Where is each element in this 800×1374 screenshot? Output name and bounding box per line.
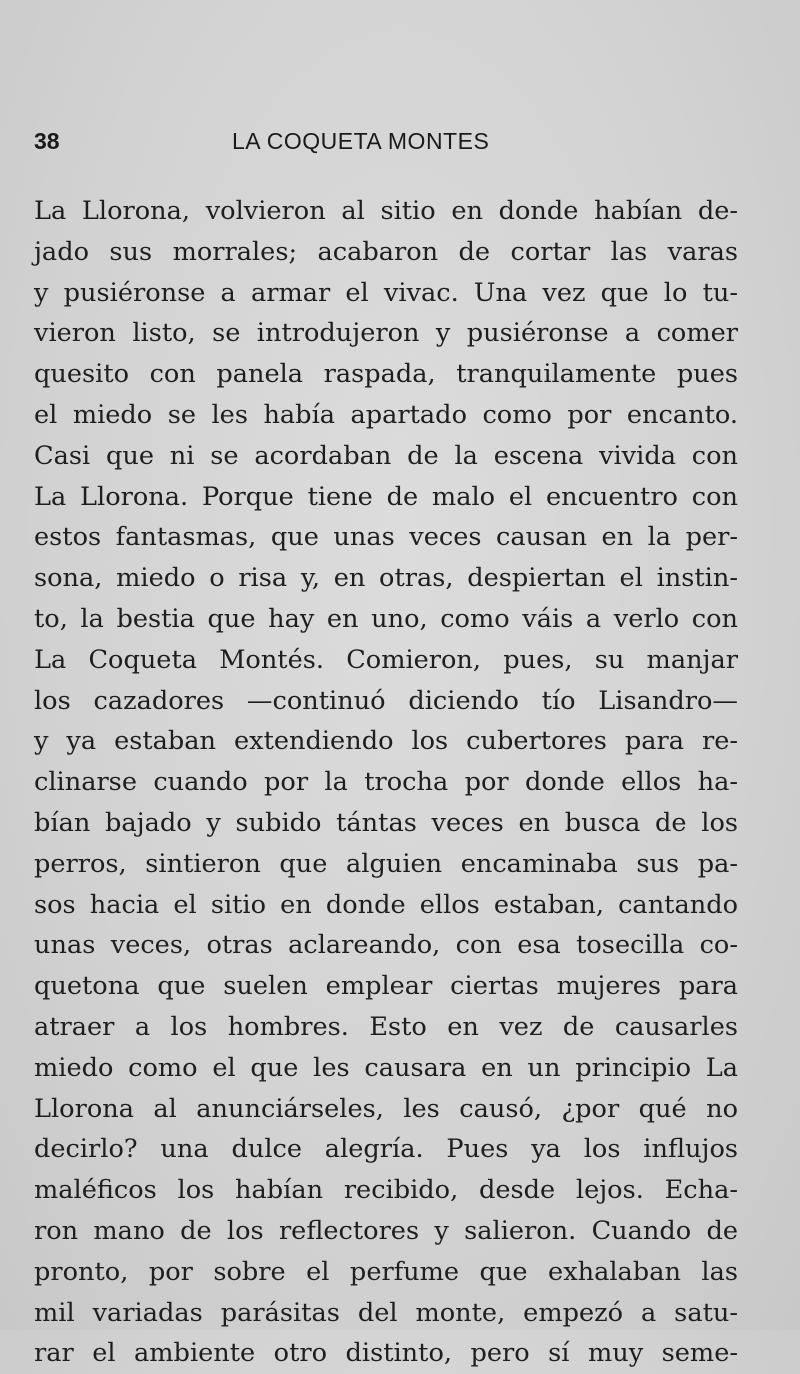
text-line: to, la bestia que hay en uno, como váis a verlo con (34, 603, 738, 634)
text-line: La Coqueta Montés. Comieron, pues, su manjar (34, 644, 738, 675)
text-line: y ya estaban extendiendo los cubertores para re- (34, 726, 738, 757)
running-head (34, 128, 734, 164)
text-line: sos hacia el sitio en donde ellos estaban, cantando (34, 889, 738, 920)
text-line: clinarse cuando por la trocha por donde ellos ha- (34, 767, 738, 798)
running-title: LA COQUETA MONTES (232, 128, 490, 154)
text-line: quetona que suelen emplear ciertas mujeres para (34, 971, 738, 1002)
text-line: bían bajado y subido tántas veces en busca de los (34, 807, 738, 838)
page-number: 38 (34, 128, 60, 154)
text-line: jado sus morrales; acabaron de cortar las varas (34, 236, 738, 267)
text-line: La Llorona, volvieron al sitio en donde habían de- (34, 196, 738, 226)
text-line: decirlo? una dulce alegría. Pues ya los influjos (34, 1134, 738, 1165)
text-line: rar el ambiente otro distinto, pero sí muy seme- (34, 1338, 738, 1369)
text-line: Llorona al anunciárseles, les causó, ¿por qué no (34, 1093, 738, 1124)
text-line: maléficos los habían recibido, desde lejos. Echa- (34, 1175, 738, 1206)
text-line: Casi que ni se acordaban de la escena vivida con (34, 440, 738, 471)
text-line: y pusiéronse a armar el vivac. Una vez que lo tu- (34, 277, 738, 308)
text-line: sona, miedo o risa y, en otras, despiertan el instin- (34, 563, 738, 594)
text-line: pronto, por sobre el perfume que exhalaban las (34, 1256, 738, 1287)
body-text (34, 191, 738, 1374)
text-line: los cazadores —continuó diciendo tío Lisandro— (34, 685, 738, 716)
text-line: vieron listo, se introdujeron y pusiéronse a comer (34, 318, 738, 349)
text-line: unas veces, otras aclareando, con esa tosecilla co- (34, 930, 738, 961)
text-line: mil variadas parásitas del monte, empezó a satu- (34, 1297, 738, 1328)
text-line: ron mano de los reflectores y salieron. Cuando de (34, 1215, 738, 1246)
text-line: quesito con panela raspada, tranquilamente pues (34, 359, 738, 390)
text-line: La Llorona. Porque tiene de malo el encuentro con (34, 481, 738, 512)
text-line: estos fantasmas, que unas veces causan en la per- (34, 522, 738, 553)
text-line: miedo como el que les causara en un principio La (34, 1052, 738, 1083)
text-line: atraer a los hombres. Esto en vez de causarles (34, 1011, 738, 1042)
text-line: el miedo se les había apartado como por encanto. (34, 399, 738, 430)
text-line: perros, sintieron que alguien encaminaba sus pa- (34, 848, 738, 879)
